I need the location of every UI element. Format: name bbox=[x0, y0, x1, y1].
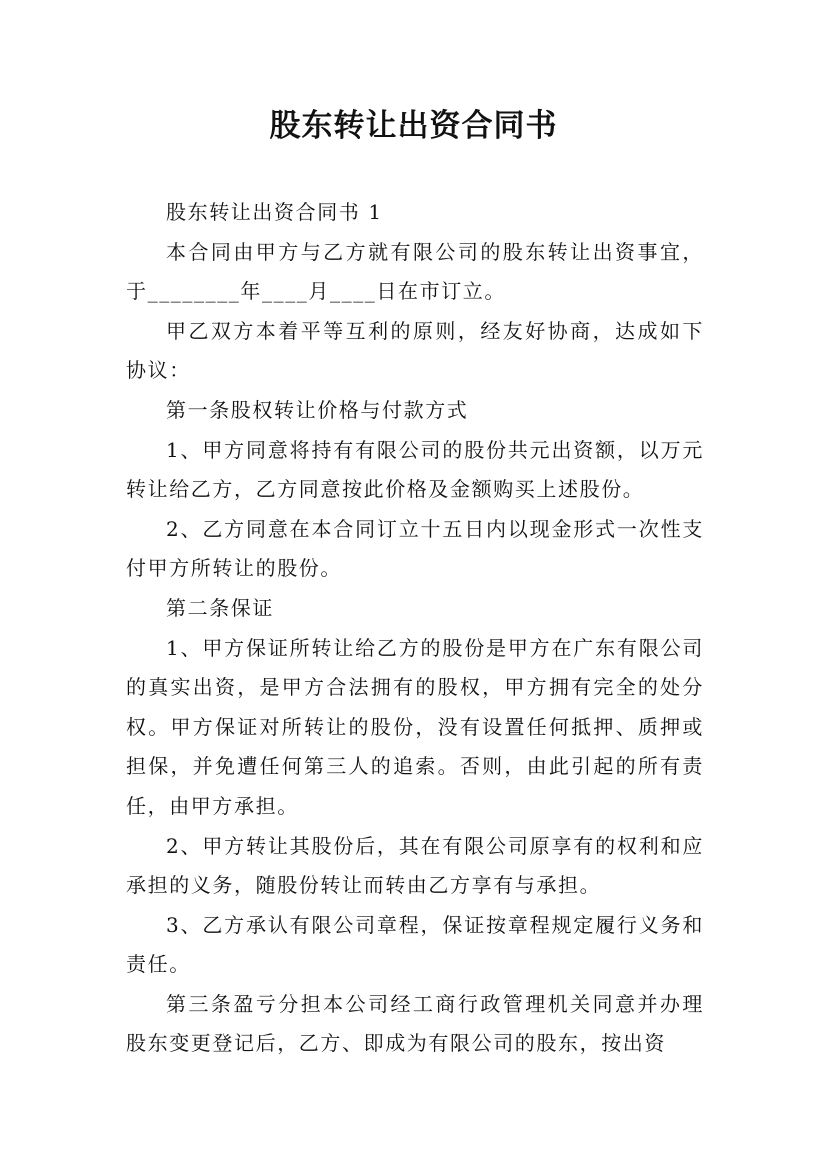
article-2-clause-1: 1、甲方保证所转让给乙方的股份是甲方在广东有限公司的真实出资，是甲方合法拥有的股权，甲方拥有完全的处分权。甲方保证对所转让的股份，没有设置任何抵押、质押或担保，并免遭任何第三人的追索。否则，由此引起的所有责任，由甲方承担。 bbox=[126, 635, 704, 818]
paragraph-section-heading: 股东转让出资合同书 1 bbox=[166, 200, 383, 224]
article-1-clause-2: 2、乙方同意在本合同订立十五日内以现金形式一次性支付甲方所转让的股份。 bbox=[126, 516, 704, 581]
article-2-heading: 第二条保证 bbox=[166, 595, 274, 620]
document-title: 股东转让出资合同书 bbox=[269, 108, 558, 144]
paragraph-contract-intro: 本合同由甲方与乙方就有限公司的股东转让出资事宜，于________年____月____日在市订立。 bbox=[126, 239, 704, 304]
document-body bbox=[126, 193, 704, 1064]
article-1-heading: 第一条股权转让价格与付款方式 bbox=[166, 397, 469, 422]
article-3-partial: 第三条盈亏分担本公司经工商行政管理机关同意并办理股东变更登记后，乙方、即成为有限公司的股东，按出资 bbox=[126, 991, 704, 1056]
article-1-clause-1: 1、甲方同意将持有有限公司的股份共元出资额，以万元转让给乙方，乙方同意按此价格及金额购买上述股份。 bbox=[126, 437, 704, 502]
article-2-clause-3: 3、乙方承认有限公司章程，保证按章程规定履行义务和责任。 bbox=[126, 912, 704, 977]
paragraph-agreement-basis: 甲乙双方本着平等互利的原则，经友好协商，达成如下协议： bbox=[126, 318, 704, 383]
article-2-clause-2: 2、甲方转让其股份后，其在有限公司原享有的权利和应承担的义务，随股份转让而转由乙方享有与承担。 bbox=[126, 833, 704, 898]
